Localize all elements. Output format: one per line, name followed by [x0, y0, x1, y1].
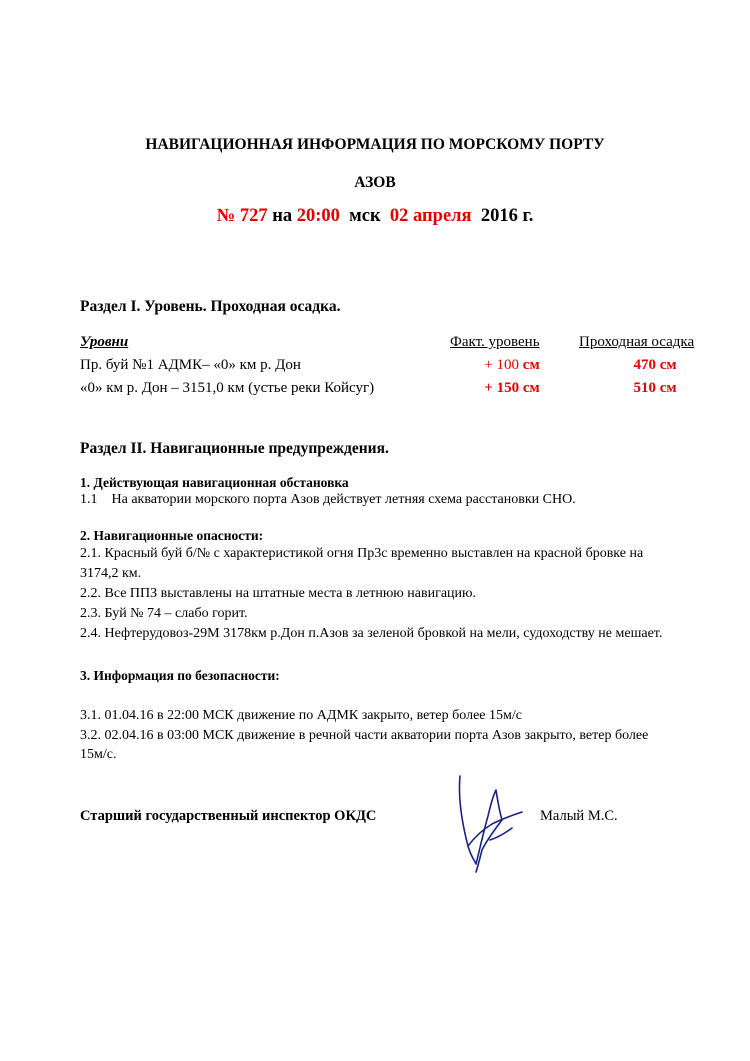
section1-title: Раздел I. Уровень. Проходная осадка.	[80, 298, 341, 315]
draft-header: Проходная осадка	[579, 334, 695, 350]
fact-value: + 150	[484, 380, 523, 396]
levels-header: Уровни	[80, 334, 129, 350]
level-row-draft: 510 см	[633, 380, 677, 396]
subsection-title: 2. Навигационные опасности:	[80, 528, 264, 543]
level-row-name: Пр. буй №1 АДМК– «0» км р. Дон	[80, 357, 301, 373]
subsection-title: 3. Информация по безопасности:	[80, 668, 280, 683]
list-item: 3174,2 км.	[80, 566, 142, 581]
list-item: 3.1. 01.04.16 в 22:00 МСК движение по АДМК закрыто, ветер более 15м/с	[80, 708, 522, 723]
list-item: 3.2. 02.04.16 в 03:00 МСК движение в речной части акватории порта Азов закрыто, ветер более	[80, 728, 649, 743]
bulletin-number: 727	[239, 206, 268, 226]
signer-name: Малый М.С.	[540, 808, 618, 824]
bulletin-time: 20:00	[296, 206, 340, 226]
level-row-fact	[452, 380, 572, 397]
at-text: на	[267, 206, 297, 226]
bulletin-date: 02 апреля	[389, 206, 472, 226]
bulletin-number-line	[0, 206, 750, 227]
document-title: НАВИГАЦИОННАЯ ИНФОРМАЦИЯ ПО МОРСКОМУ ПОРТУ	[145, 136, 605, 153]
signer-title: Старший государственный инспектор ОКДС	[80, 808, 377, 824]
fact-value: + 100	[484, 357, 523, 373]
level-row-name: «0» км р. Дон – 3151,0 км (устье реки Койсуг)	[80, 380, 375, 396]
timezone: мск	[339, 206, 390, 226]
list-item: 2.1. Красный буй б/№ с характеристикой огня Пр3с временно выставлен на красной бровке на	[80, 546, 644, 561]
fact-unit: см	[522, 357, 540, 373]
list-item: 2.3. Буй № 74 – слабо горит.	[80, 606, 248, 621]
bulletin-year: 2016 г.	[471, 206, 534, 226]
list-item: 2.2. Все ППЗ выставлены на штатные места в летнюю навигацию.	[80, 586, 476, 601]
fact-unit: см	[522, 380, 540, 396]
list-item: 1.1 На акватории морского порта Азов действует летняя схема расстановки СНО.	[80, 492, 576, 507]
port-name: АЗОВ	[354, 174, 396, 191]
handwritten-signature	[440, 768, 540, 878]
fact-level-header: Факт. уровень	[450, 334, 540, 350]
list-item: 2.4. Нефтерудовоз-29М 3178км р.Дон п.Азов за зеленой бровкой на мели, судоходству не мешает.	[80, 626, 663, 641]
section2-title: Раздел II. Навигационные предупреждения.	[80, 440, 389, 457]
list-item: 15м/с.	[80, 747, 117, 762]
level-row-fact	[452, 357, 572, 374]
number-prefix: №	[216, 206, 240, 226]
level-row-draft: 470 см	[633, 357, 677, 373]
subsection-title: 1. Действующая навигационная обстановка	[80, 475, 349, 490]
